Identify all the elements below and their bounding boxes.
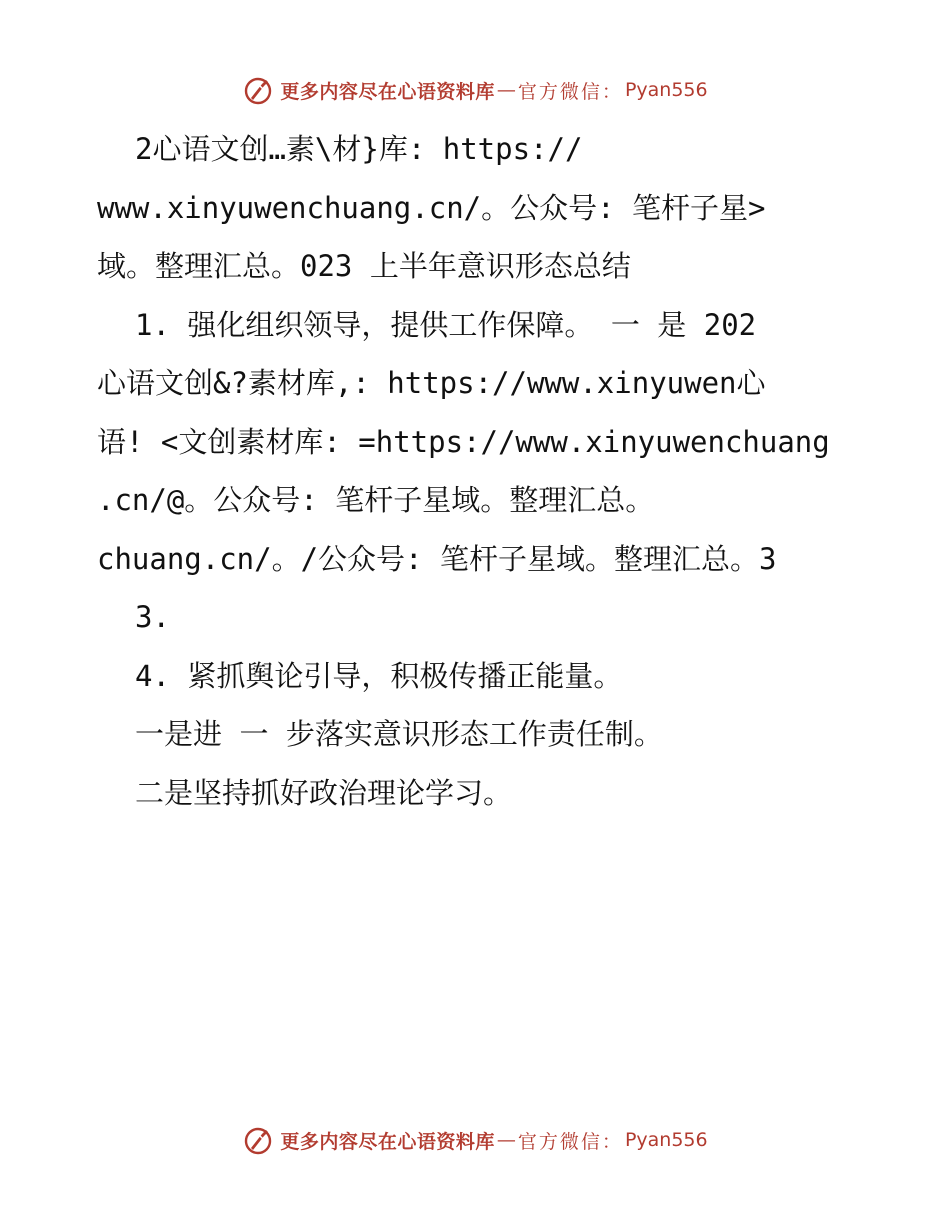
pen-logo-icon — [242, 1124, 274, 1156]
watermark-text: 更多内容尽在心语资料库 — [280, 1130, 495, 1153]
footer-watermark — [0, 1120, 950, 1160]
text-line: 2心语文创…素\材}库: https:// — [135, 132, 583, 166]
text-line: 3. — [135, 600, 170, 634]
text-line: 语! <文创素材库: =https://www.xinyuwenchuang — [97, 424, 830, 459]
text-line: 一是进 一 步落实意识形态工作责任制。 — [135, 717, 663, 751]
header-watermark — [0, 70, 950, 110]
document-body — [97, 120, 857, 822]
pen-logo-icon — [242, 74, 274, 106]
text-line: 域。整理汇总。023 上半年意识形态总结 — [97, 249, 631, 283]
text-line: 4. 紧抓舆论引导，积极传播正能量。 — [135, 658, 623, 693]
text-line: 1. 强化组织领导，提供工作保障。 一 是 202 — [135, 307, 757, 342]
text-line: chuang.cn/。/公众号: 笔杆子星域。整理汇总。3 — [97, 541, 777, 576]
wechat-label: 官方微信： — [517, 1130, 623, 1153]
watermark-separator: — — [496, 1129, 516, 1151]
text-line: 心语文创&?素材库,: https://www.xinyuwen心 — [97, 366, 766, 400]
watermark-separator: — — [496, 79, 516, 101]
text-line: www.xinyuwenchuang.cn/。公众号: 笔杆子星> — [97, 190, 766, 225]
wechat-id: Pyan556 — [624, 1129, 708, 1151]
text-line: 二是坚持抓好政治理论学习。 — [135, 775, 513, 810]
wechat-id: Pyan556 — [624, 79, 708, 101]
text-line: .cn/@。公众号: 笔杆子星域。整理汇总。 — [97, 483, 655, 517]
watermark-text: 更多内容尽在心语资料库 — [280, 80, 495, 103]
wechat-label: 官方微信： — [517, 80, 623, 103]
